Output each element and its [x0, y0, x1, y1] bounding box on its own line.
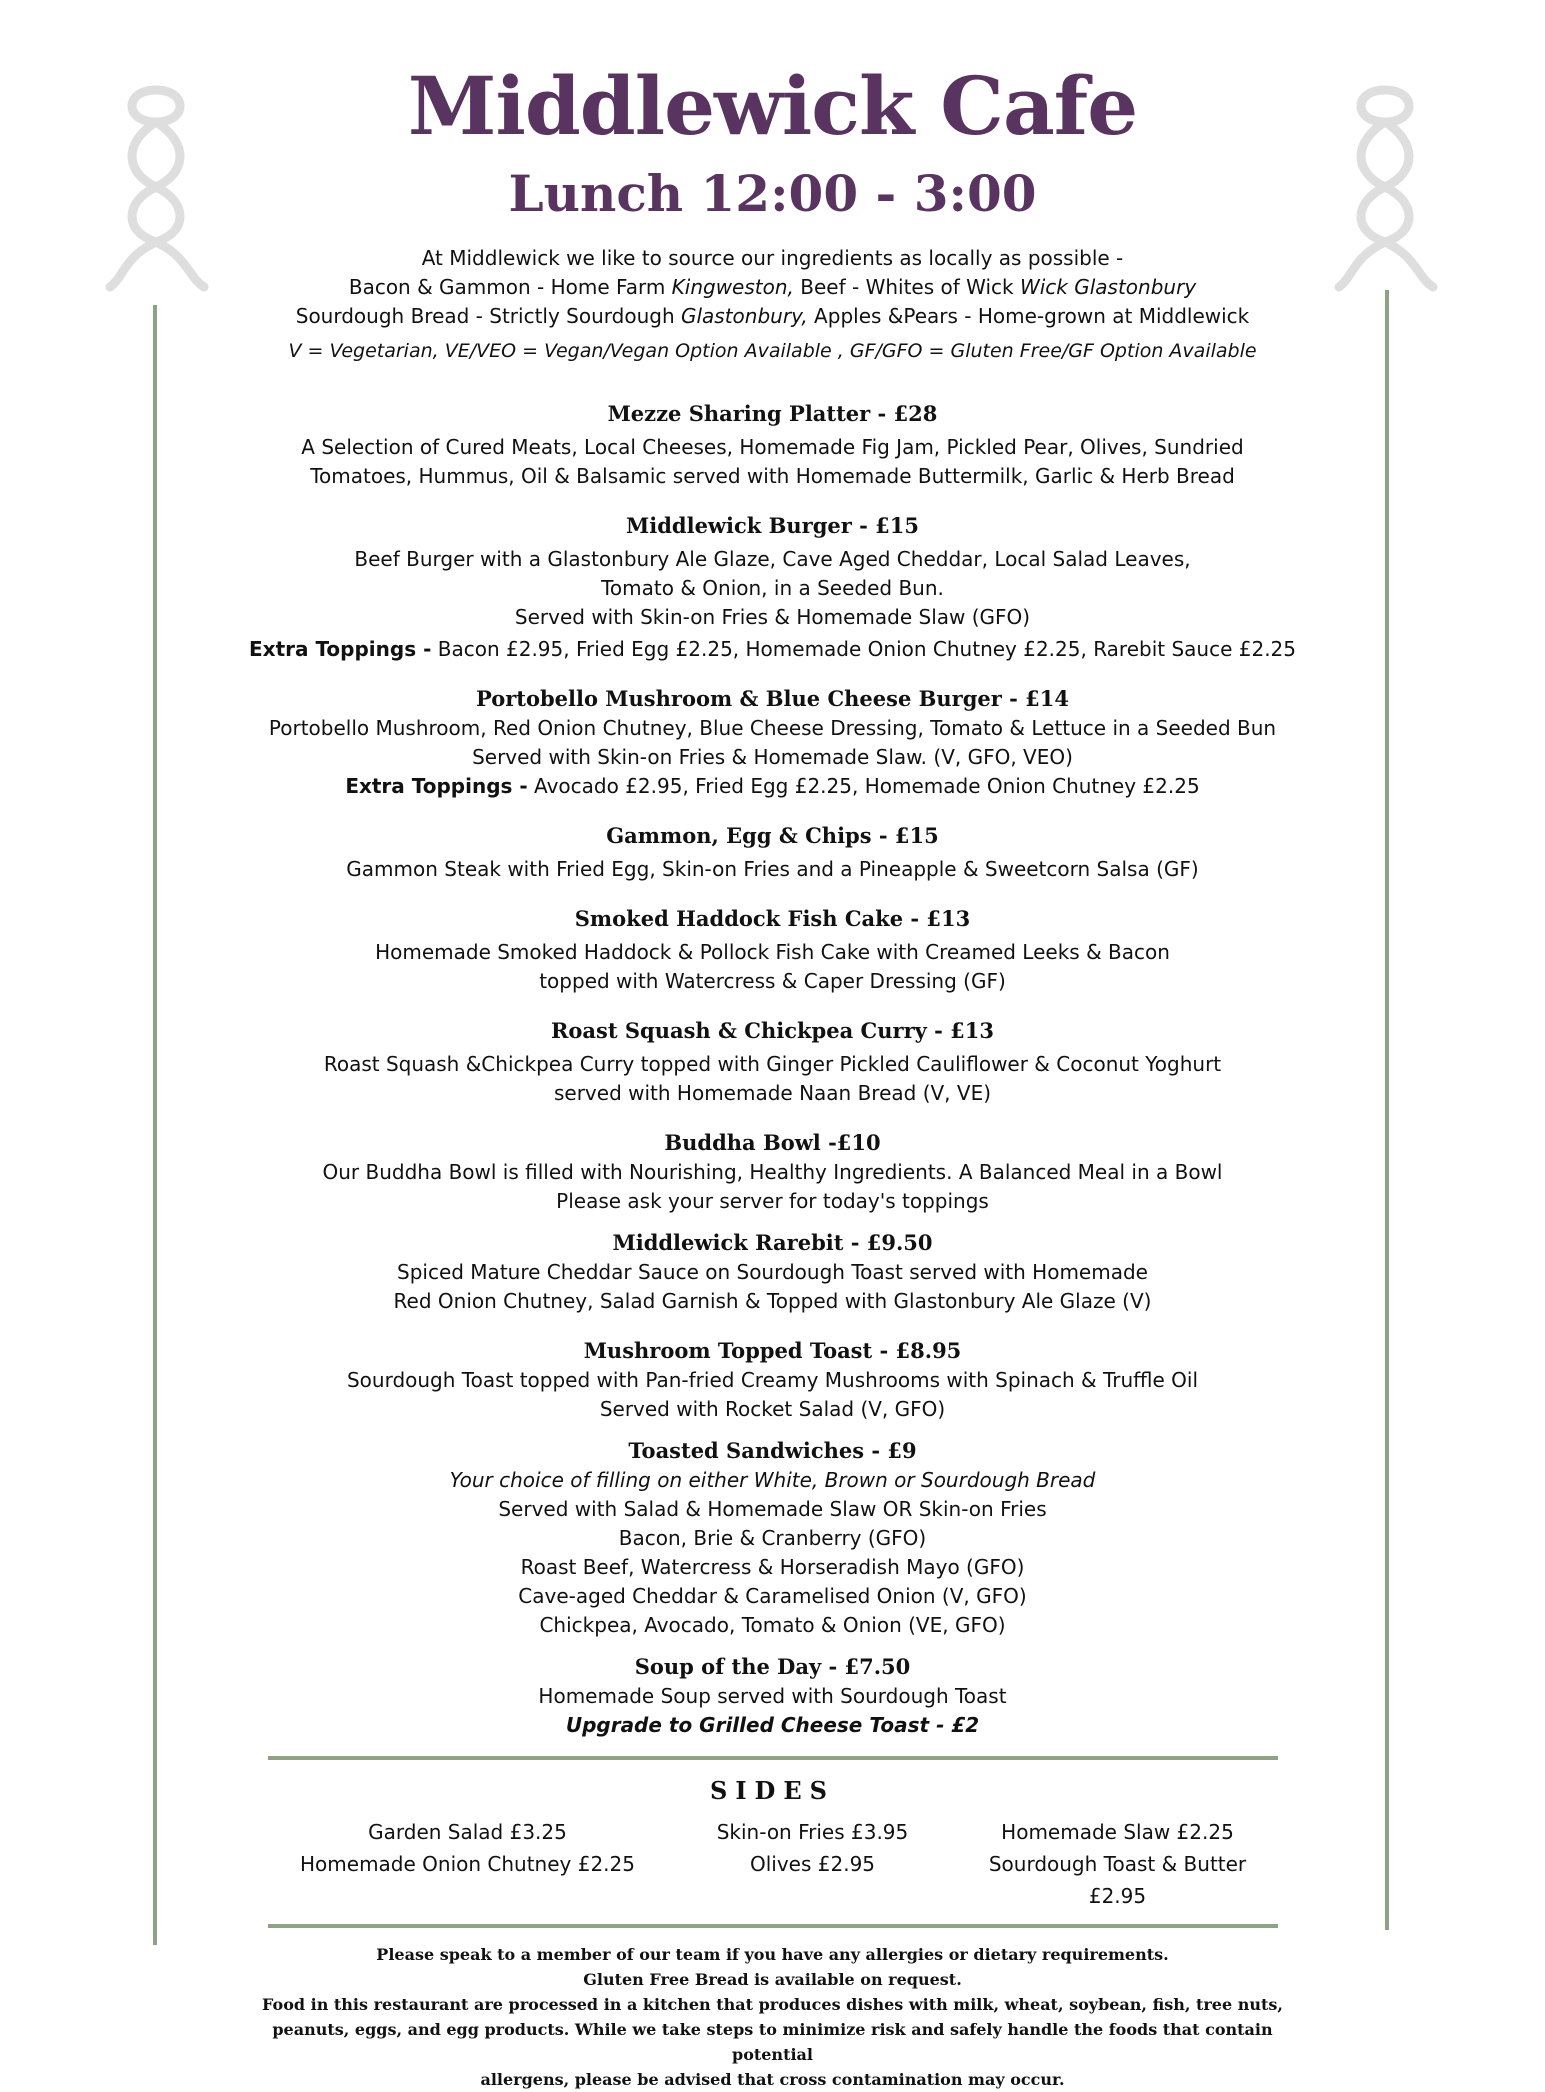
menu-item-curry [230, 1016, 1315, 1108]
cafe-title: Middlewick Cafe [407, 59, 1138, 153]
intro-line-2: Bacon & Gammon - Home Farm Kingweston, Beef - Whites of Wick Wick Glastonbury [348, 275, 1197, 299]
item-description: Roast Squash &Chickpea Curry topped with Ginger Pickled Cauliflower & Coconut Yoghurt served with Homemade Naan Bread (V, VE) [323, 1052, 1222, 1105]
item-title: Mushroom Topped Toast - £8.95 [583, 1338, 962, 1363]
item-title: Gammon, Egg & Chips - £15 [606, 823, 939, 848]
menu-item-haddock [230, 904, 1315, 996]
extra-toppings: Extra Toppings - Bacon £2.95, Fried Egg £2.25, Homemade Onion Chutney £2.25, Rarebit Sauce £2.25 [249, 637, 1296, 661]
side-item: Homemade Onion Chutney £2.25 [300, 1852, 635, 1876]
allergen-notice: Please speak to a member of our team if you have any allergies or dietary requirements. Gluten Free Bread is available on request. Food in this restaurant are processed in a kitchen that produces dishes with milk, wheat, soybean, fish, tree nuts, peanuts, eggs, and egg products. While we take steps to minimize risk and safely handle the foods that contain potential allergens, please be advised that cross contamination may occur. [262, 1945, 1283, 2089]
sides-bottom-rule [268, 1924, 1278, 1928]
menu-item-gammon [230, 821, 1315, 884]
left-ornament [104, 82, 214, 302]
menu-item-toasted-sandwiches [230, 1436, 1315, 1640]
item-description: Our Buddha Bowl is filled with Nourishing, Healthy Ingredients. A Balanced Meal in a Bowl Please ask your server for today's toppings [322, 1160, 1223, 1213]
dietary-legend: V = Vegetarian, VE/VEO = Vegan/Vegan Option Available , GF/GFO = Gluten Free/GF Option Available [288, 340, 1257, 362]
menu-page [230, 56, 1315, 2092]
menu-item-mezze [230, 399, 1315, 491]
sourcing-intro [230, 244, 1315, 331]
item-title: Middlewick Burger - £15 [626, 513, 919, 538]
item-title: Soup of the Day - £7.50 [634, 1654, 911, 1679]
intro-line-1: At Middlewick we like to source our ingredients as locally as possible - [421, 246, 1124, 270]
item-description: Homemade Smoked Haddock & Pollock Fish Cake with Creamed Leeks & Bacon topped with Watercress & Caper Dressing (GF) [375, 940, 1170, 993]
side-item: Sourdough Toast & Butter £2.95 [988, 1852, 1247, 1908]
item-description: Gammon Steak with Fried Egg, Skin-on Fries and a Pineapple & Sweetcorn Salsa (GF) [346, 857, 1199, 881]
item-title: Portobello Mushroom & Blue Cheese Burger - £14 [475, 686, 1070, 711]
menu-item-mushroom-toast [230, 1336, 1315, 1424]
right-vertical-rule [1385, 290, 1389, 1930]
item-title: Roast Squash & Chickpea Curry - £13 [550, 1018, 995, 1043]
menu-item-rarebit [230, 1228, 1315, 1316]
sides-list [268, 1816, 1278, 1912]
left-vertical-rule [153, 305, 157, 1945]
menu-item-soup [230, 1652, 1315, 1740]
item-description: Sourdough Toast topped with Pan-fried Creamy Mushrooms with Spinach & Truffle Oil Served with Rocket Salad (V, GFO) [346, 1368, 1199, 1421]
sides-top-rule [268, 1756, 1278, 1760]
item-title: Mezze Sharing Platter - £28 [607, 401, 938, 426]
soup-upgrade: Upgrade to Grilled Cheese Toast - £2 [565, 1713, 980, 1737]
extra-toppings: Extra Toppings - Avocado £2.95, Fried Egg £2.25, Homemade Onion Chutney £2.25 [345, 774, 1200, 798]
side-item: Skin-on Fries £3.95 [716, 1820, 909, 1844]
side-item: Olives £2.95 [749, 1852, 876, 1876]
item-description: Homemade Soup served with Sourdough Toast Upgrade to Grilled Cheese Toast - £2 [230, 1682, 1315, 1740]
side-item: Garden Salad £3.25 [368, 1820, 567, 1844]
sides-heading: SIDES [710, 1776, 835, 1805]
lunch-hours: Lunch 12:00 - 3:00 [508, 164, 1037, 223]
item-title: Middlewick Rarebit - £9.50 [612, 1230, 933, 1255]
item-description: Spiced Mature Cheddar Sauce on Sourdough Toast served with Homemade Red Onion Chutney, Salad Garnish & Topped with Glastonbury Ale Glaze (V) [393, 1260, 1152, 1313]
menu-item-burger [230, 511, 1315, 664]
intro-line-3: Sourdough Bread - Strictly Sourdough Glastonbury, Apples &Pears - Home-grown at Middlewick [295, 304, 1250, 328]
item-description: Portobello Mushroom, Red Onion Chutney, Blue Cheese Dressing, Tomato & Lettuce in a Seeded Bun Served with Skin-on Fries & Homemade Slaw. (V, GFO, VEO) Extra Toppings - Avocado £2.95, Fried Egg £2.25, Homemade Onion Chutney £2.25 [230, 714, 1315, 801]
item-title: Buddha Bowl -£10 [664, 1130, 881, 1155]
item-description: Your choice of filling on either White, Brown or Sourdough Bread Served with Salad & Homemade Slaw OR Skin-on Fries Bacon, Brie & Cranberry (GFO) Roast Beef, Watercress & Horseradish Mayo (GFO) Cave-aged Cheddar & Caramelised Onion (V, GFO) Chickpea, Avocado, Tomato & Onion (VE, GFO) [449, 1468, 1096, 1637]
item-title: Toasted Sandwiches - £9 [628, 1438, 917, 1463]
item-title: Smoked Haddock Fish Cake - £13 [574, 906, 971, 931]
item-description: Beef Burger with a Glastonbury Ale Glaze, Cave Aged Cheddar, Local Salad Leaves, Tomato & Onion, in a Seeded Bun. Served with Skin-on Fries & Homemade Slaw (GFO) Extra Toppings - Bacon £2.95, Fried Egg £2.25, Homemade Onion Chutney £2.25, Rarebit Sauce £2.25 [230, 545, 1315, 664]
side-item: Homemade Slaw £2.25 [1001, 1820, 1234, 1844]
menu-item-portobello [230, 684, 1315, 801]
item-description: A Selection of Cured Meats, Local Cheeses, Homemade Fig Jam, Pickled Pear, Olives, Sundried Tomatoes, Hummus, Oil & Balsamic served with Homemade Buttermilk, Garlic & Herb Bread [301, 435, 1244, 488]
menu-item-buddha-bowl [230, 1128, 1315, 1216]
right-ornament [1333, 82, 1443, 302]
